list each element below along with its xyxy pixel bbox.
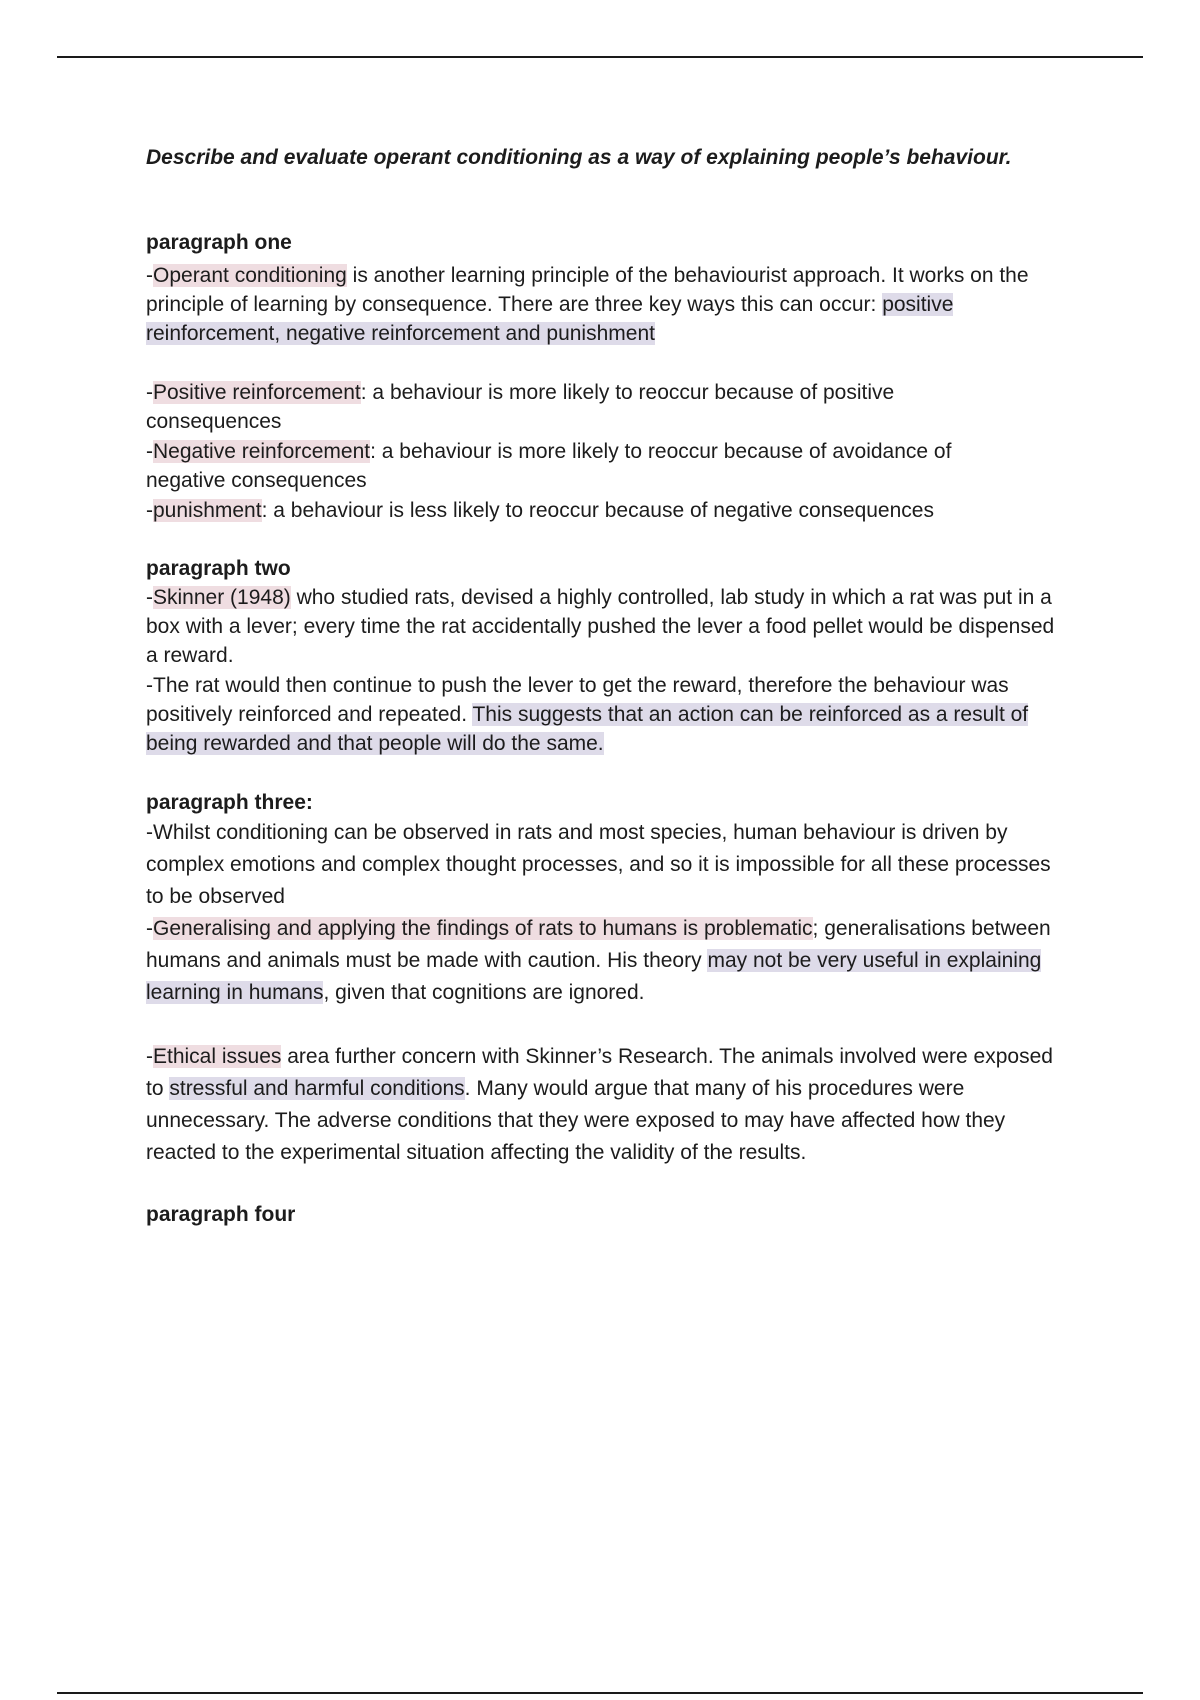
page-top-rule (57, 56, 1143, 58)
body-text: ; generalisations between humans and animals must be made with caution. His theory (146, 917, 1051, 972)
highlight-three-ways: positive reinforcement, negative reinforcement and punishment (146, 293, 954, 345)
definition-text: : a behaviour is more likely to reoccur because of positive consequences (146, 381, 895, 433)
heading-paragraph-four: paragraph four (146, 1203, 296, 1226)
heading-paragraph-three: paragraph three: (146, 791, 313, 814)
dash: - (146, 1045, 153, 1068)
dash: - (146, 440, 153, 463)
heading-paragraph-one: paragraph one (146, 231, 292, 254)
definition-punishment (146, 496, 1046, 525)
paragraph-one-text (146, 261, 1058, 348)
definition-text: : a behaviour is less likely to reoccur because of negative consequences (261, 499, 934, 522)
paragraph-two-reinforcement (146, 671, 1058, 758)
term-positive-reinforcement: Positive reinforcement (153, 381, 361, 404)
body-text: who studied rats, devised a highly controlled, lab study in which a rat was put in a box with a lever; every time the rat accidentally pushed the lever a food pellet would be dispensed a reward. (146, 586, 1055, 667)
highlight-stressful-conditions: stressful and harmful conditions (169, 1077, 465, 1100)
dash: - (146, 264, 153, 287)
definition-negative-reinforcement (146, 437, 1006, 495)
term-skinner-1948: Skinner (1948) (153, 586, 291, 609)
term-operant-conditioning: Operant conditioning (153, 264, 347, 287)
body-text-end: , given that cognitions are ignored. (323, 981, 645, 1004)
paragraph-two-skinner (146, 583, 1058, 670)
term-negative-reinforcement: Negative reinforcement (153, 440, 371, 463)
page-bottom-rule (57, 1692, 1143, 1694)
term-generalising: Generalising and applying the findings of rats to humans is problematic (153, 917, 813, 940)
paragraph-three-complexity: -Whilst conditioning can be observed in rats and most species, human behaviour is driven by complex emotions and complex thought processes, and so it is impossible for all these processes to be observed (146, 821, 1051, 908)
paragraph-three-ethics (146, 1041, 1060, 1169)
term-punishment: punishment (153, 499, 262, 522)
term-ethical-issues: Ethical issues (153, 1045, 282, 1068)
body-text: area further concern with Skinner’s Research. The animals involved were exposed to (146, 1045, 1053, 1100)
definition-text: : a behaviour is more likely to reoccur because of avoidance of negative consequences (146, 440, 952, 492)
definition-positive-reinforcement (146, 378, 1006, 436)
body-text-end: . Many would argue that many of his procedures were unnecessary. The adverse conditions that they were exposed to may have affected how they reacted to the experimental situation affecting the validity of the results. (146, 1077, 1006, 1164)
dash: - (146, 381, 153, 404)
dash: - (146, 499, 153, 522)
paragraph-three-generalising (146, 913, 1058, 1009)
body-text: is another learning principle of the behaviourist approach. It works on the principle of learning by consequence. There are three key ways this can occur: (146, 264, 1029, 316)
body-text: -The rat would then continue to push the lever to get the reward, therefore the behaviour was positively reinforced and repeated. (146, 674, 1009, 726)
highlight-people-same: This suggests that an action can be reinforced as a result of being rewarded and that people will do the same. (146, 703, 1029, 755)
essay-question: Describe and evaluate operant conditioning as a way of explaining people’s behaviour. (146, 146, 1012, 169)
dash: - (146, 917, 153, 940)
heading-paragraph-two: paragraph two (146, 557, 291, 580)
highlight-not-useful: may not be very useful in explaining learning in humans (146, 949, 1042, 1004)
dash: - (146, 586, 153, 609)
